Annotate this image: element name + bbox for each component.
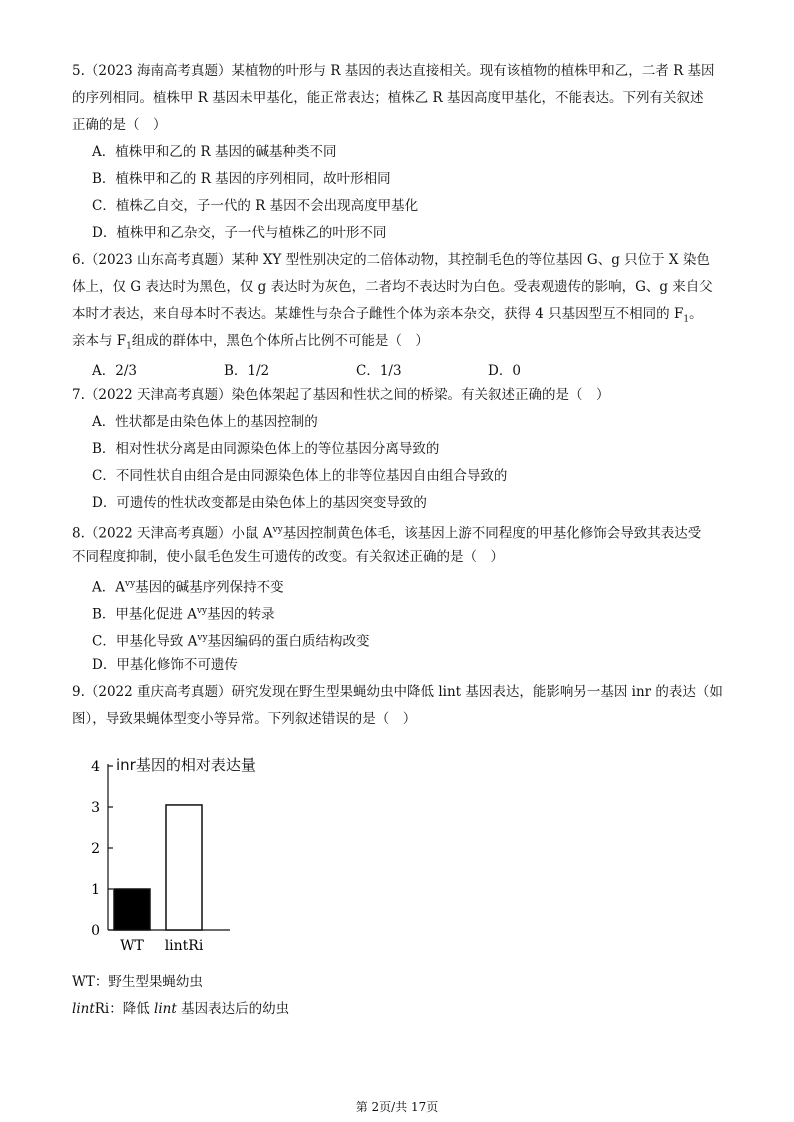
q9-stem-line-2: 图），导致果蝇体型变小等异常。下列叙述错误的是（ ）: [72, 711, 417, 727]
y-tick-label: 3: [91, 800, 100, 816]
x-label-lintri: lintRi: [164, 938, 204, 954]
caption-wt: WT：野生型果蝇幼虫: [72, 974, 203, 990]
q8-option-c: C．甲基化导致 $A^{vy}$基因编码的蛋白质结构改变: [92, 633, 370, 650]
q6-option-a: A．2/3: [92, 363, 137, 379]
q5-stem-line-1: 5.（2023 海南高考真题）某植物的叶形与 R 基因的表达直接相关。现有该植物的植株甲和乙，二者 R 基因: [72, 63, 715, 79]
q8-avy-superscript: vy: [272, 525, 283, 535]
q5-option-b: B．植株甲和乙的 R 基因的序列相同，故叶形相同: [92, 171, 391, 187]
q5-option-c: C．植株乙自交，子一代的 R 基因不会出现高度甲基化: [92, 198, 419, 214]
q6-options-row: [92, 359, 592, 377]
bar-lintri: [166, 805, 202, 930]
q6-stem-line-1: 6.（2023 山东高考真题）某种 XY 型性别决定的二倍体动物，其控制毛色的等位基因 G、g 只位于 X 染色: [72, 252, 710, 268]
q6-f1-subscript: 1: [683, 314, 690, 325]
y-tick-label: 4: [91, 759, 100, 775]
inr-expression-chart: [80, 748, 280, 963]
y-tick-label: 2: [91, 841, 100, 857]
q6-f1-subscript-2: 1: [126, 341, 132, 352]
q7-stem-line-1: 7.（2022 天津高考真题）染色体架起了基因和性状之间的桥梁。有关叙述正确的是（ ）: [72, 387, 610, 403]
q6-stem-line-3: 本时才表达，来自母本时不表达。某雄性与杂合子雌性个体为亲本杂交，获得 4 只基因型互不相同的 $F_1$。: [72, 306, 703, 325]
q5-stem-line-2: 的序列相同。植株甲 R 基因未甲基化，能正常表达；植株乙 R 基因高度甲基化，不能表达。下列有关叙述: [72, 90, 704, 106]
q6-option-d: D．0: [488, 363, 521, 379]
q5-option-a: A．植株甲和乙的 R 基因的碱基种类不同: [92, 144, 337, 160]
y-tick-label: 1: [91, 882, 100, 898]
x-label-wt: WT: [120, 938, 144, 954]
q6-stem-line-2: 体上，仅 G 表达时为黑色，仅 g 表达时为灰色，二者均不表达时为白色。受表观遗传的影响，G、g 来自父: [72, 279, 713, 295]
q9-stem-line-1: 9.（2022 重庆高考真题）研究发现在野生型果蝇幼虫中降低 lint 基因表达，能影响另一基因 inr 的表达（如: [72, 684, 723, 700]
q7-option-b: B．相对性状分离是由同源染色体上的等位基因分离导致的: [92, 441, 440, 457]
x-labels: [120, 938, 204, 954]
q8-stem-line-2: 不同程度抑制，使小鼠毛色发生可遗传的改变。有关叙述正确的是（ ）: [72, 549, 504, 565]
y-ticks: [91, 759, 113, 939]
q7-option-a: A．性状都是由染色体上的基因控制的: [92, 414, 318, 430]
q8-option-d: D．甲基化修饰不可遗传: [92, 657, 238, 673]
chart-title: inr基因的相对表达量: [116, 756, 256, 774]
bars: [114, 805, 202, 930]
q5-option-d: D．植株甲和乙杂交，子一代与植株乙的叶形不同: [92, 225, 387, 241]
bar-wt: [114, 889, 150, 930]
y-tick-label: 0: [91, 923, 100, 939]
q7-option-d: D．可遗传的性状改变都是由染色体上的基因突变导致的: [92, 495, 427, 511]
q6-option-c: C．1/3: [356, 363, 402, 379]
q6-option-b: B．1/2: [224, 363, 270, 379]
q8-option-b: B．甲基化促进 $A^{vy}$基因的转录: [92, 606, 275, 623]
q7-option-c: C．不同性状自由组合是由同源染色体上的非等位基因自由组合导致的: [92, 468, 508, 484]
q6-stem-line-4: 亲本与 $F_1$组成的群体中，黑色个体所占比例不可能是（ ）: [72, 333, 429, 352]
q8-option-a: A．$A^{vy}$基因的碱基序列保持不变: [92, 579, 284, 596]
q5-stem-line-3: 正确的是（ ）: [72, 117, 167, 133]
caption-lintri: lintRi：降低 lint 基因表达后的幼虫: [72, 1001, 290, 1017]
q8-stem-line-1: 8.（2022 天津高考真题）小鼠 $A^{vy}$基因控制黄色体毛，该基因上游不同程度的甲基化修饰会导致其表达受: [72, 525, 702, 542]
bar-chart-svg: [80, 748, 280, 963]
page-footer: 第 2页/共 17页: [355, 1100, 439, 1114]
